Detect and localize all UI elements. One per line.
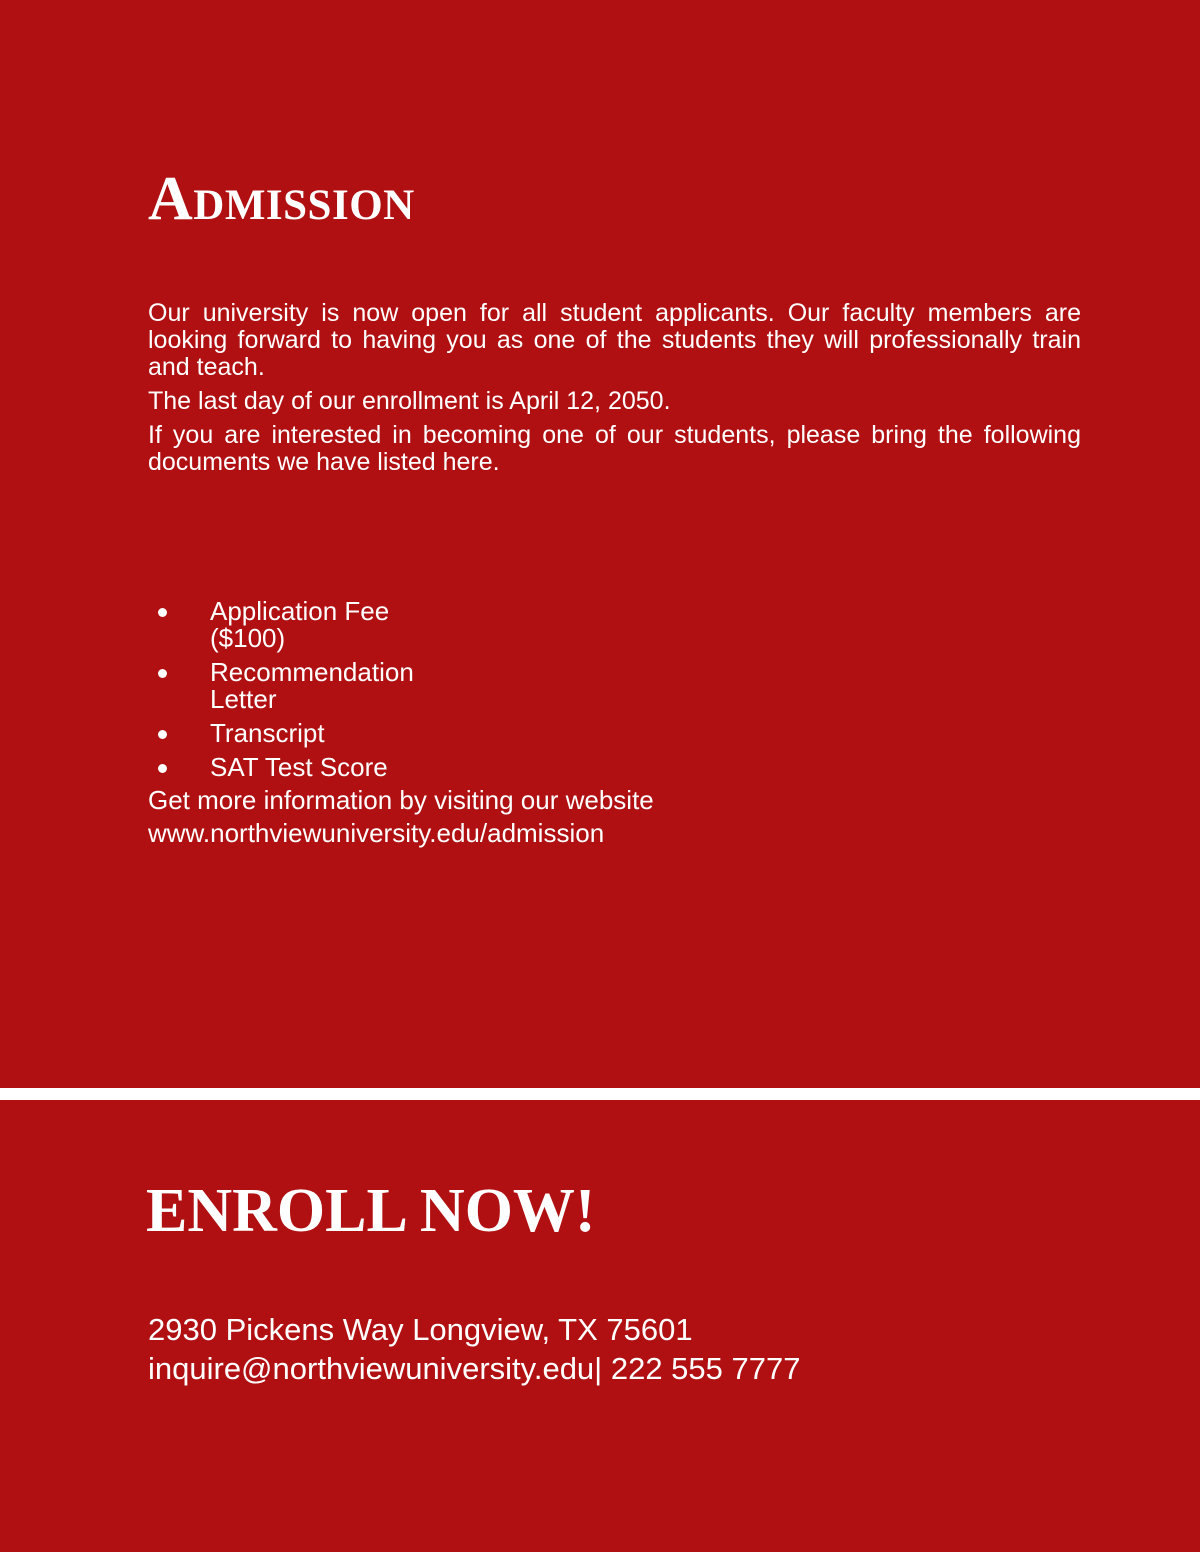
website-link[interactable]: www.northviewuniversity.edu/admission [148, 818, 605, 848]
documents-paragraph: If you are interested in becoming one of our students, please bring the following documents we have listed here. [148, 421, 1081, 476]
email-phone[interactable]: inquire@northviewuniversity.edu| 222 555 7777 [148, 1351, 801, 1386]
list-item [148, 659, 460, 713]
bullet-icon [158, 764, 167, 773]
deadline-paragraph: The last day of our enrollment is April 12, 2050. [148, 387, 671, 415]
bullet-icon [158, 608, 167, 617]
bullet-icon [158, 669, 167, 678]
contact-info [148, 1310, 800, 1388]
list-item [148, 720, 460, 747]
list-item-label: Application Fee ($100) [210, 596, 390, 653]
intro-paragraph: Our university is now open for all student applicants. Our faculty members are looking forward to having you as one of the students they will professionally train and teach. [148, 299, 1081, 381]
address: 2930 Pickens Way Longview, TX 75601 [148, 1312, 693, 1347]
more-info [148, 784, 654, 850]
list-item-label: Transcript [210, 718, 325, 748]
list-item-label: SAT Test Score [210, 752, 388, 782]
more-info-text: Get more information by visiting our website [148, 785, 654, 815]
list-item [148, 754, 460, 781]
admission-title: Admission [148, 165, 415, 233]
section-divider [0, 1088, 1200, 1100]
bullet-icon [158, 730, 167, 739]
documents-list [148, 598, 460, 788]
list-item-label: Recommendation Letter [210, 657, 414, 714]
enroll-title: ENROLL NOW! [146, 1177, 596, 1245]
list-item [148, 598, 460, 652]
admission-intro [148, 300, 1081, 483]
